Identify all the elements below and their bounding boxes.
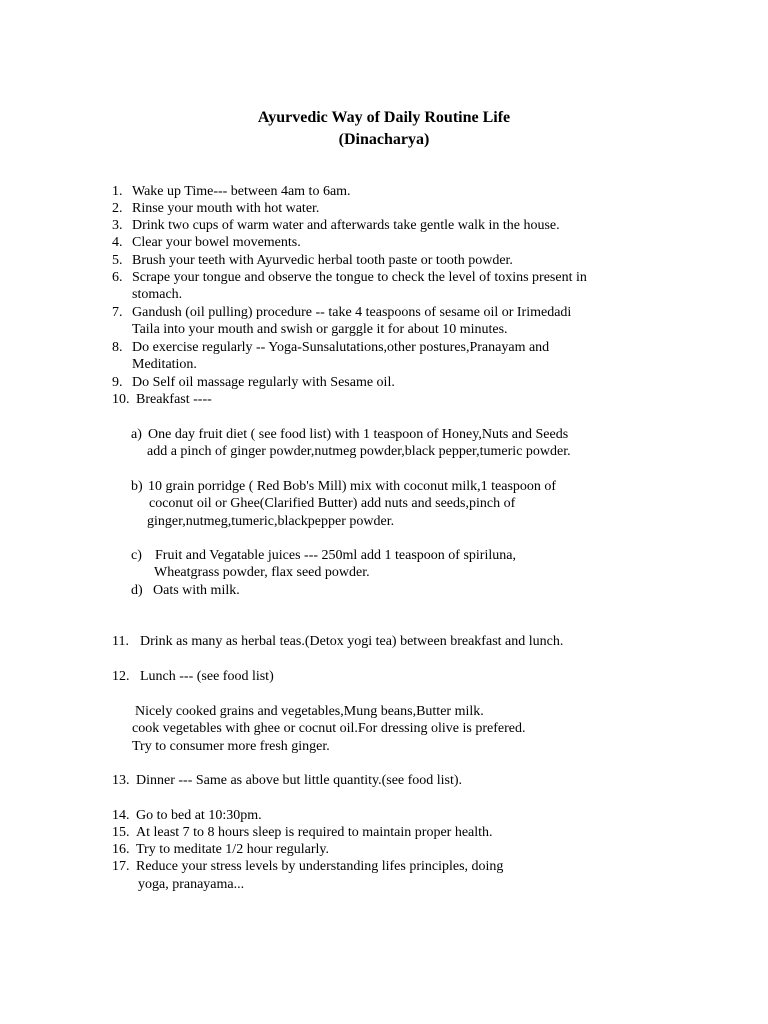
list-item	[112, 633, 563, 650]
list-text: Wake up Time--- between 4am to 6am.	[132, 184, 351, 199]
list-number: 14.	[112, 808, 130, 823]
list-text: Brush your teeth with Ayurvedic herbal tooth paste or tooth powder.	[132, 253, 513, 268]
list-text: Gandush (oil pulling) procedure -- take 4 teaspoons of sesame oil or Irimedadi	[132, 305, 572, 320]
list-item-continuation: Taila into your mouth and swish or garggle it for about 10 minutes.	[132, 322, 508, 337]
option-text: One day fruit diet ( see food list) with 1 teaspoon of Honey,Nuts and Seeds	[148, 427, 569, 442]
option-label: c)	[131, 548, 142, 563]
list-item	[112, 807, 262, 824]
list-text: Do Self oil massage regularly with Sesame oil.	[132, 375, 395, 390]
list-number: 3.	[112, 218, 123, 233]
lunch-line: Try to consumer more fresh ginger.	[132, 739, 330, 754]
list-item-continuation: Meditation.	[132, 357, 197, 372]
breakfast-option-b	[131, 478, 556, 495]
option-label: b)	[131, 479, 143, 494]
option-text: Fruit and Vegatable juices --- 250ml add 1 teaspoon of spiriluna,	[155, 548, 516, 563]
list-text: Dinner --- Same as above but little quantity.(see food list).	[136, 773, 463, 788]
list-number: 2.	[112, 201, 123, 216]
list-number: 16.	[112, 842, 130, 857]
option-label: d)	[131, 583, 143, 598]
list-number: 15.	[112, 825, 130, 840]
list-text: Breakfast ----	[136, 392, 212, 407]
list-text: Drink two cups of warm water and afterwards take gentle walk in the house.	[132, 218, 560, 233]
lunch-line: Nicely cooked grains and vegetables,Mung beans,Butter milk.	[135, 704, 484, 719]
list-item	[112, 200, 319, 217]
list-text: Clear your bowel movements.	[132, 235, 301, 250]
breakfast-option-c	[131, 547, 516, 564]
breakfast-option-a-continuation: add a pinch of ginger powder,nutmeg powder,black pepper,tumeric powder.	[147, 444, 571, 459]
breakfast-option-c-continuation: Wheatgrass powder, flax seed powder.	[154, 565, 370, 580]
list-number: 11.	[112, 634, 129, 649]
list-number: 6.	[112, 270, 123, 285]
list-item-continuation: stomach.	[132, 287, 183, 302]
list-text: Do exercise regularly -- Yoga-Sunsalutations,other postures,Pranayam and	[132, 340, 550, 355]
list-item	[112, 217, 560, 234]
list-item	[112, 772, 462, 789]
list-number: 17.	[112, 859, 130, 874]
list-text: Go to bed at 10:30pm.	[136, 808, 262, 823]
list-item	[112, 183, 351, 200]
list-text: Reduce your stress levels by understanding lifes principles, doing	[136, 859, 504, 874]
option-text: Oats with milk.	[153, 583, 240, 598]
list-text: Lunch --- (see food list)	[140, 669, 274, 684]
list-number: 9.	[112, 375, 123, 390]
list-text: Rinse your mouth with hot water.	[132, 201, 320, 216]
list-text: Try to meditate 1/2 hour regularly.	[136, 842, 329, 857]
option-text: 10 grain porridge ( Red Bob's Mill) mix with coconut milk,1 teaspoon of	[148, 479, 557, 494]
list-item	[112, 668, 274, 685]
list-number: 1.	[112, 184, 123, 199]
option-label: a)	[131, 427, 142, 442]
list-item	[112, 234, 301, 251]
list-number: 4.	[112, 235, 123, 250]
list-item	[112, 858, 503, 875]
list-number: 5.	[112, 253, 123, 268]
list-item	[112, 269, 587, 286]
list-item	[112, 841, 329, 858]
list-item-continuation: yoga, pranayama...	[138, 877, 245, 892]
list-number: 10.	[112, 392, 130, 407]
document-title: Ayurvedic Way of Daily Routine Life	[257, 109, 511, 126]
list-item	[112, 339, 549, 356]
list-item	[112, 391, 212, 408]
list-number: 12.	[112, 669, 130, 684]
list-item	[112, 374, 395, 391]
list-text: At least 7 to 8 hours sleep is required to maintain proper health.	[136, 825, 493, 840]
lunch-line: cook vegetables with ghee or cocnut oil.For dressing olive is prefered.	[132, 721, 526, 736]
list-text: Scrape your tongue and observe the tongue to check the level of toxins present in	[132, 270, 587, 285]
list-item	[112, 252, 513, 269]
list-number: 7.	[112, 305, 123, 320]
list-item	[112, 304, 571, 321]
list-text: Drink as many as herbal teas.(Detox yogi tea) between breakfast and lunch.	[140, 634, 564, 649]
breakfast-option-b-continuation: coconut oil or Ghee(Clarified Butter) add nuts and seeds,pinch of	[149, 496, 516, 511]
list-number: 13.	[112, 773, 130, 788]
breakfast-option-b-continuation: ginger,nutmeg,tumeric,blackpepper powder.	[147, 514, 395, 529]
list-number: 8.	[112, 340, 123, 355]
breakfast-option-a	[131, 426, 568, 443]
document-subtitle: (Dinacharya)	[338, 131, 430, 148]
breakfast-option-d	[131, 582, 240, 599]
list-item	[112, 824, 493, 841]
